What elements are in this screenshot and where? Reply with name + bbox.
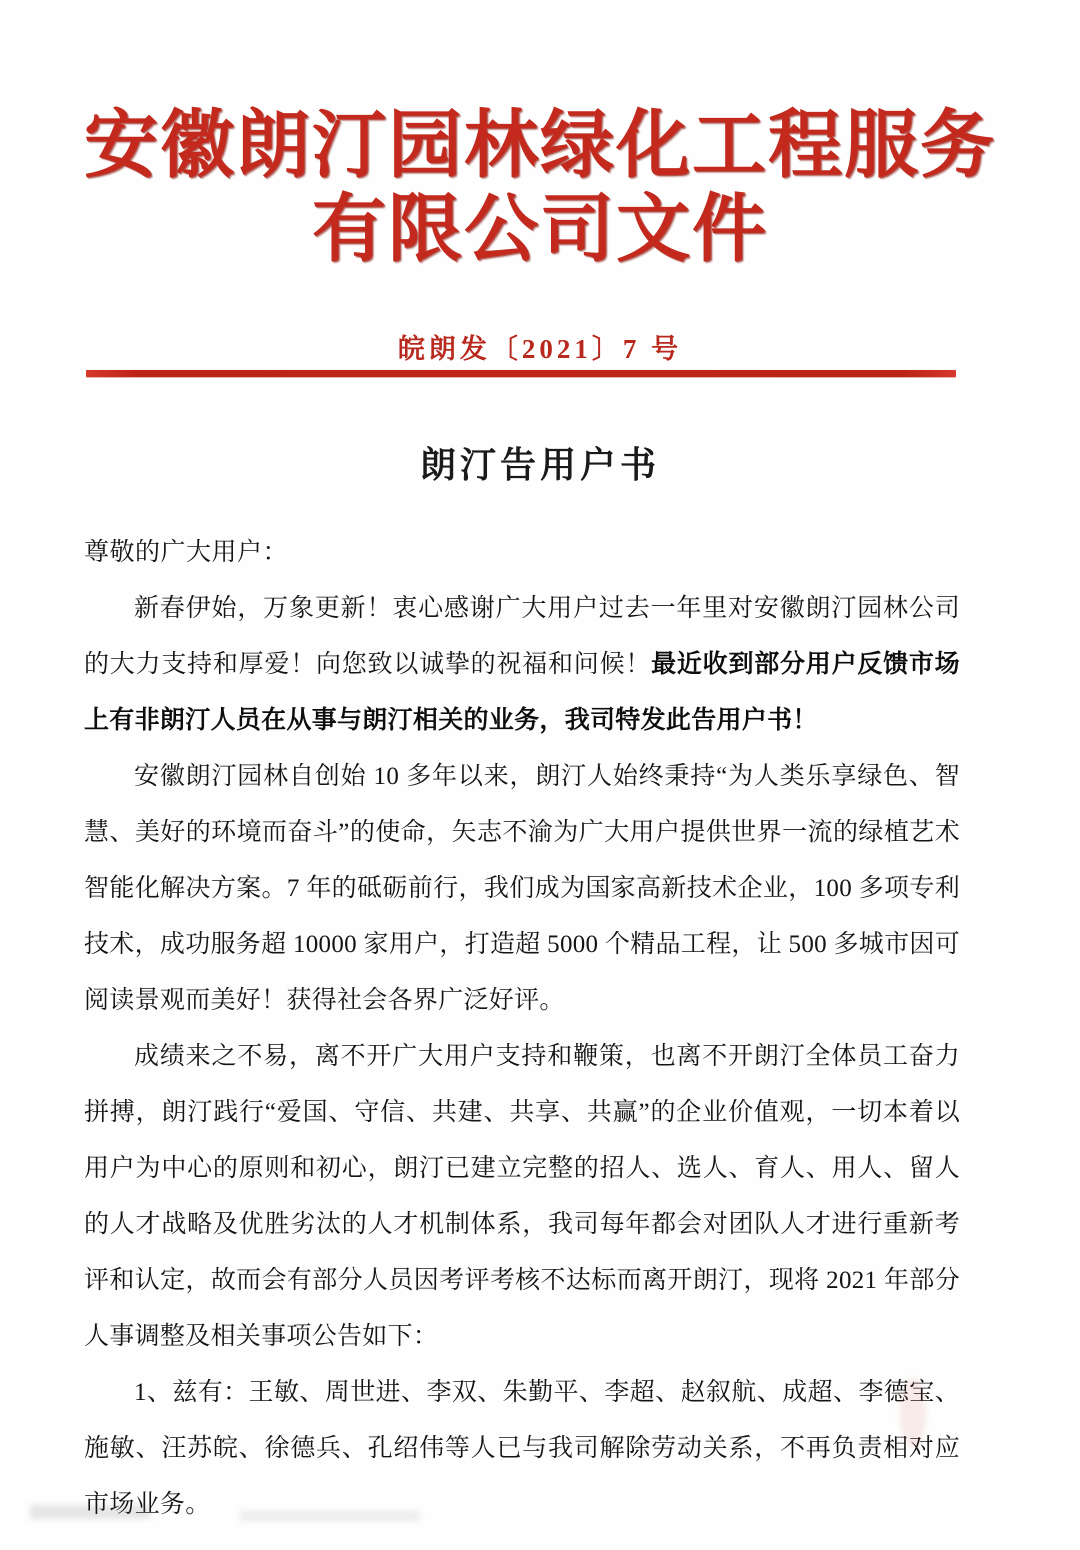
paragraph-3: 成绩来之不易，离不开广大用户支持和鞭策，也离不开朗汀全体员工奋力拼搏，朗汀践行“爱国、守信、共建、共享、共赢”的企业价值观，一切本着以用户为中心的原则和初心，朗汀已建立完整的招人、选人、育人、用人、留人的人才战略及优胜劣汰的人才机制体系，我司每年都会对团队人才进行重新考评和认定，故而会有部分人员因考评考核不达标而离开朗汀，现将 2021 年部分人事调整及相关事项公告如下： bbox=[84, 1043, 960, 1350]
paragraph-1 bbox=[84, 581, 960, 749]
document-body bbox=[84, 525, 960, 1533]
letterhead-title: 安徽朗汀园林绿化工程服务有限公司文件 bbox=[84, 105, 996, 271]
letterhead-red-rule bbox=[86, 370, 956, 377]
paragraph-1-plain: 新春伊始，万象更新！衷心感谢广大用户过去一年里对安徽朗汀园林公司的大力支持和厚爱！向您致以诚挚的祝福和问候！ bbox=[84, 595, 960, 678]
numbered-item-1: 1、兹有：王敏、周世进、李双、朱勤平、李超、赵叙航、成超、李德宝、施敏、汪苏皖、徐德兵、孔绍伟等人已与我司解除劳动关系，不再负责相对应市场业务。 bbox=[84, 1379, 960, 1518]
page-title: 朗汀告用户书 bbox=[419, 445, 660, 485]
letterhead bbox=[0, 104, 1080, 272]
document-number: 皖朗发〔2021〕7 号 bbox=[397, 334, 683, 364]
salutation: 尊敬的广大用户： bbox=[84, 539, 289, 566]
paragraph-1-emphasis: 最近收到部分用户反馈市场上有非朗汀人员在从事与朗汀相关的业务，我司特发此告用户书！ bbox=[84, 651, 960, 734]
paragraph-2: 安徽朗汀园林自创始 10 多年以来，朗汀人始终秉持“为人类乐享绿色、智慧、美好的环境而奋斗”的使命，矢志不渝为广大用户提供世界一流的绿植艺术智能化解决方案。7 年的砥砺前行，我们成为国家高新技术企业，100 多项专利技术，成功服务超 10000 家用户，打造超 5000 个精品工程，让 500 多城市因可阅读景观而美好！获得社会各界广泛好评。 bbox=[84, 763, 961, 1014]
